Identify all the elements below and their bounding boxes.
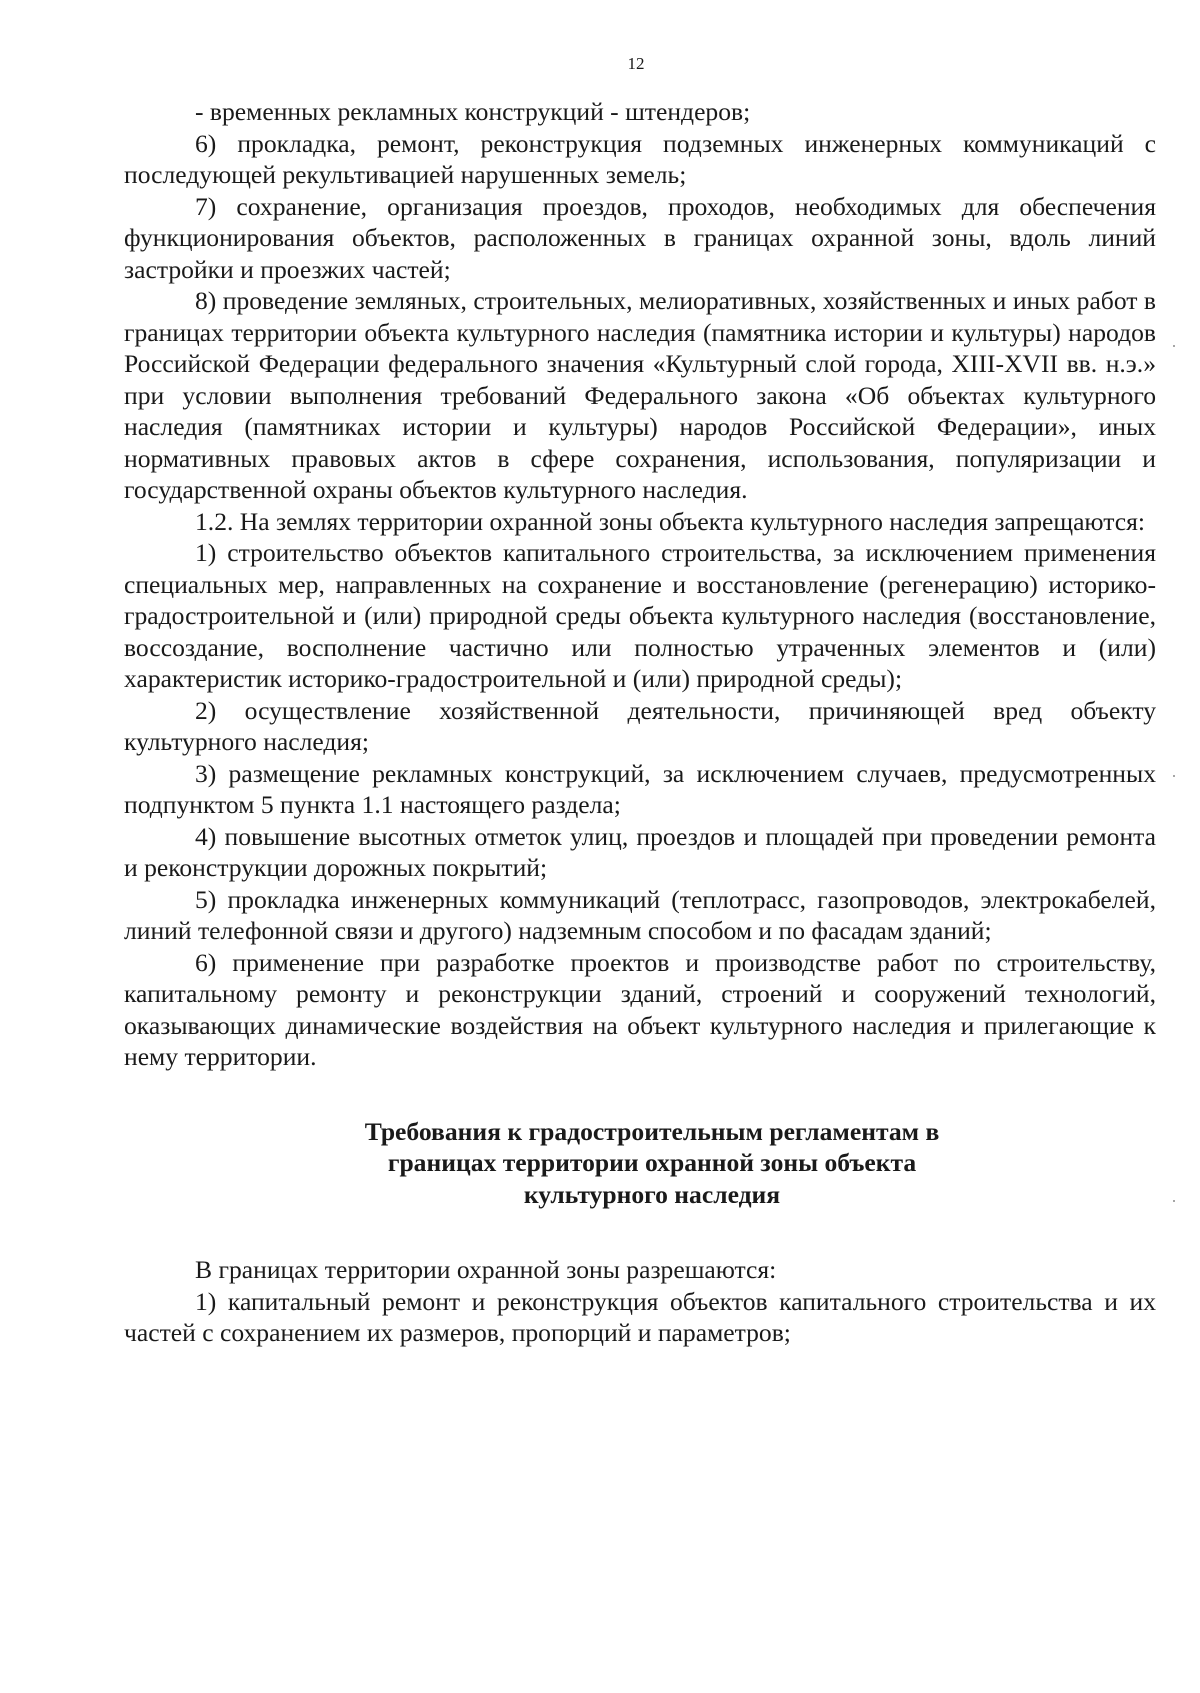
paragraph-section-1-2: 1.2. На землях территории охранной зоны объекта культурного наследия запрещаются: — [195, 506, 1145, 536]
scan-speck — [1173, 775, 1175, 777]
paragraph-item-8-earthworks: 8) проведение земляных, строительных, мелиоративных, хозяйственных и иных работ в границах территории объекта культурного наследия (памятника истории и культуры) народов Российской Федерации федерального значения «Культурный слой города, XIII-XVII вв. н.э.» при условии выполнения требований Федерального закона «Об объектах культурного наследия (памятниках истории и культуры) народов Российской Федерации», иных нормативных правовых актов в сфере сохранения, использования, популяризации и государственной охраны объектов культурного наследия. — [124, 286, 1156, 504]
paragraph-prohibited-6: 6) применение при разработке проектов и производстве работ по строительству, капитальному ремонту и реконструкции зданий, строений и сооружений технологий, оказывающих динамические воздействия на объект культурного наследия и прилегающие к нему территории. — [124, 947, 1156, 1071]
section-heading — [124, 1116, 1156, 1211]
paragraph-prohibited-2: 2) осуществление хозяйственной деятельности, причиняющей вред объекту культурного наследия; — [124, 695, 1156, 756]
heading-line: культурного наследия — [523, 1179, 781, 1209]
paragraph-allowed-intro: В границах территории охранной зоны разрешаются: — [195, 1255, 777, 1284]
paragraph-prohibited-3: 3) размещение рекламных конструкций, за исключением случаев, предусмотренных подпунктом 5 пункта 1.1 настоящего раздела; — [124, 758, 1156, 819]
heading-line: Требования к градостроительным регламентам в — [364, 1116, 940, 1146]
scan-speck — [1173, 345, 1175, 347]
paragraph-item-6-communications: 6) прокладка, ремонт, реконструкция подземных инженерных коммуникаций с последующей рекультивацией нарушенных земель; — [124, 128, 1156, 189]
paragraph-prohibited-4: 4) повышение высотных отметок улиц, проездов и площадей при проведении ремонта и реконструкции дорожных покрытий; — [124, 821, 1156, 882]
paragraph-allowed-1: 1) капитальный ремонт и реконструкция объектов капитального строительства и их частей с сохранением их размеров, пропорций и параметров; — [124, 1286, 1156, 1347]
paragraph-prohibited-5: 5) прокладка инженерных коммуникаций (теплотрасс, газопроводов, электрокабелей, линий телефонной связи и другого) надземным способом и по фасадам зданий; — [124, 884, 1156, 945]
scan-speck — [1173, 1200, 1175, 1202]
paragraph-billboards: - временных рекламных конструкций - штендеров; — [195, 97, 751, 126]
document-body — [124, 96, 1156, 1349]
heading-line: границах территории охранной зоны объекта — [387, 1148, 917, 1177]
paragraph-prohibited-1: 1) строительство объектов капитального строительства, за исключением применения специальных мер, направленных на сохранение и восстановление (регенерацию) историко-градостроительной и (или) природной среды объекта культурного наследия (восстановление, воссоздание, восполнение частично или полностью утраченных элементов и (или) характеристик историко-градостроительной и (или) природной среды); — [124, 538, 1156, 693]
page-number: 12 — [627, 54, 645, 73]
paragraph-item-7-passages: 7) сохранение, организация проездов, проходов, необходимых для обеспечения функционирования объектов, расположенных в границах охранной зоны, вдоль линий застройки и проезжих частей; — [124, 191, 1156, 284]
